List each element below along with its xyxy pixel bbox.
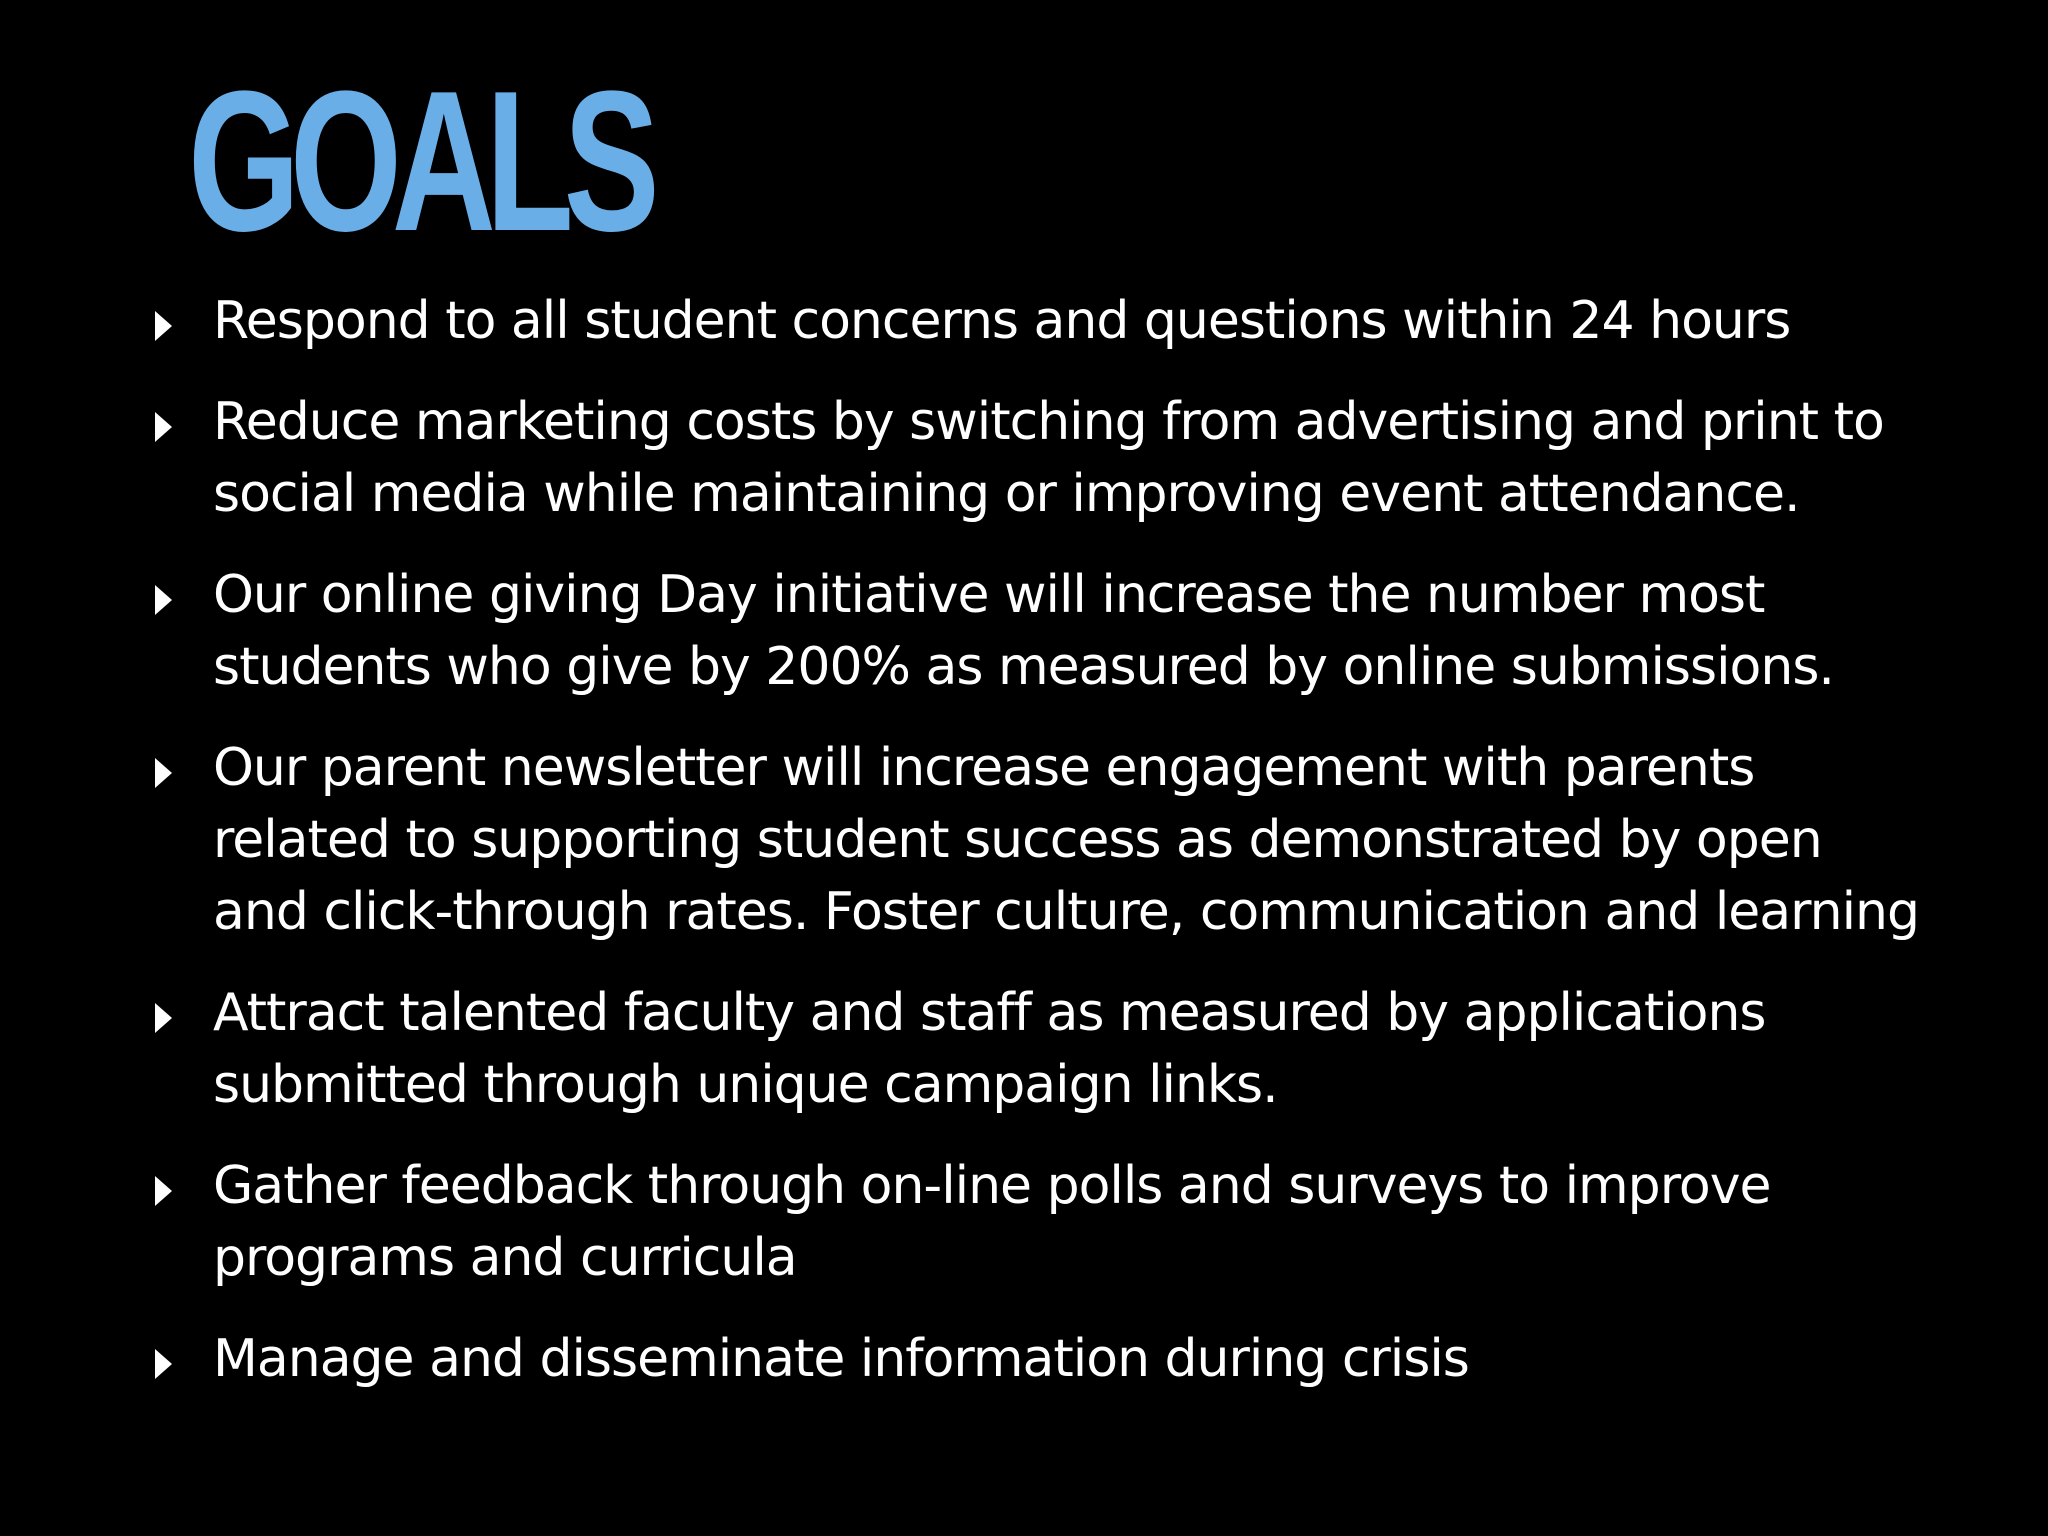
triangle-right-icon (155, 585, 172, 615)
triangle-right-icon (155, 1349, 172, 1379)
triangle-right-icon (155, 1003, 172, 1033)
goal-item (150, 1150, 2010, 1294)
triangle-right-icon (155, 1176, 172, 1206)
goal-item (150, 285, 2010, 357)
goal-text-line: submitted through unique campaign links. (213, 1055, 1278, 1115)
goal-item (150, 732, 2010, 948)
goal-text-line: Respond to all student concerns and questions within 24 hours (213, 291, 1791, 351)
goal-text-line: and click-through rates. Foster culture, communication and learning (213, 882, 1919, 942)
triangle-right-icon (155, 412, 172, 442)
goal-text-line: Reduce marketing costs by switching from advertising and print to (213, 392, 1884, 452)
goals-list (150, 285, 2010, 1424)
goal-text-line: students who give by 200% as measured by online submissions. (213, 637, 1834, 697)
goal-text-line: Manage and disseminate information during crisis (213, 1329, 1469, 1389)
goal-text-line: related to supporting student success as demonstrated by open (213, 810, 1822, 870)
slide-title: GOALS (188, 50, 650, 273)
goal-text-line: Attract talented faculty and staff as measured by applications (213, 983, 1766, 1043)
goal-text-line: Our parent newsletter will increase engagement with parents (213, 738, 1755, 798)
goal-text-line: Our online giving Day initiative will increase the number most (213, 565, 1765, 625)
goal-text-line: social media while maintaining or improving event attendance. (213, 464, 1800, 524)
triangle-right-icon (155, 311, 172, 341)
goal-text-line: Gather feedback through on-line polls and surveys to improve (213, 1156, 1771, 1216)
goal-item (150, 386, 2010, 530)
triangle-right-icon (155, 758, 172, 788)
goal-item (150, 559, 2010, 703)
goal-item (150, 1323, 2010, 1395)
goal-item (150, 977, 2010, 1121)
goal-text-line: programs and curricula (213, 1228, 797, 1288)
